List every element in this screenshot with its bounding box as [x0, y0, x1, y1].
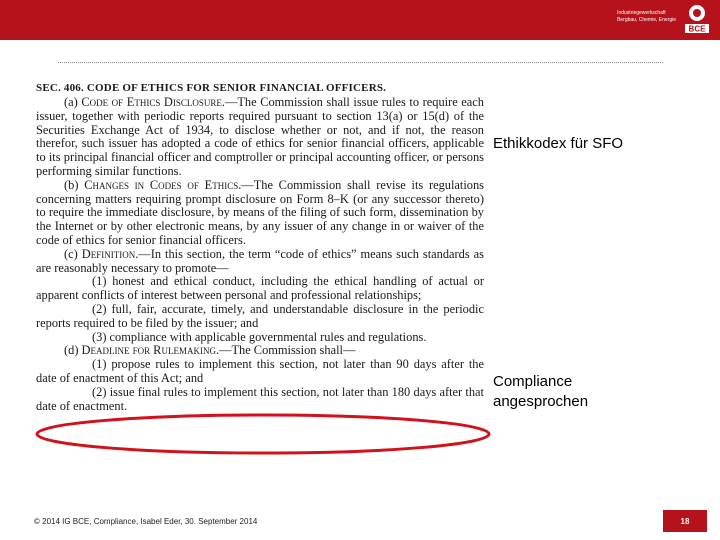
footer-text: © 2014 IG BCE, Compliance, Isabel Eder, 30. September 2014 — [34, 517, 258, 526]
paragraph-c2: (2) full, fair, accurate, timely, and understandable disclosure in the periodic reports required to be filed by the issuer; and — [36, 301, 484, 330]
d-prefix: (d) — [64, 343, 82, 358]
annotation-ethics-code: Ethikkodex für SFO — [493, 135, 624, 152]
paragraph-c3: (3) compliance with applicable governmental rules and regulations. — [92, 329, 427, 344]
d-heading: Deadline for Rulemaking — [81, 343, 216, 358]
logo-label: BCE — [688, 24, 706, 34]
c-text: .—In this section, the term “code of ethics” means such standards as are reasonably necessary to promote— — [36, 246, 484, 275]
ig-bce-logo — [682, 2, 712, 36]
law-excerpt — [36, 82, 484, 413]
section-title: SEC. 406. CODE OF ETHICS FOR SENIOR FINANCIAL OFFICERS. — [36, 82, 387, 94]
brand-line2: Bergbau, Chemie, Energie — [617, 17, 676, 23]
annotation-compliance: Compliance angesprochen — [493, 373, 589, 410]
d-text: .—The Commission shall— — [215, 343, 356, 358]
a-heading: Code of Ethics Disclosure — [81, 95, 222, 109]
a-text: .—The Commission shall issue rules to require each issuer, together with periodic reports required pursuant to section 13(a) or 15(d) of the Securities Exchange Act of 1934, to disclose whether or not, and if not, the reason therefor, such issuer has adopted a code of ethics for senior financial officers, applicable to its principal financial officer and comptroller or principal accounting officer, or persons performing similar functions. — [36, 95, 485, 178]
brand-line1: Industriegewerkschaft — [617, 10, 666, 16]
header-bar — [0, 0, 720, 40]
header-divider — [58, 62, 663, 63]
b-heading: Changes in Codes of Ethics — [84, 177, 239, 192]
page-number: 18 — [663, 510, 707, 532]
paragraph-c1: (1) honest and ethical conduct, including the ethical handling of actual or apparent conflicts of interest between personal and professional relationships; — [36, 274, 484, 303]
paragraph-d — [36, 344, 484, 358]
paragraph-b — [36, 179, 484, 248]
c-heading: Definition — [81, 246, 136, 261]
brand-text — [617, 10, 676, 24]
highlight-oval — [34, 412, 492, 456]
paragraph-c — [36, 248, 484, 276]
paragraph-a — [36, 96, 484, 179]
paragraph-d1: (1) propose rules to implement this section, not later than 90 days after the date of enactment of this Act; and — [36, 357, 484, 385]
b-text: .—The Commission shall revise its regulations concerning matters requiring prompt disclosure on Form 8–K (or any successor thereto) to require the immediate disclosure, by means of the filing of such form, dissemination by the Internet or by other electronic means, by any issuer of any change in or waiver of the code of ethics for senior financial officers. — [36, 177, 484, 247]
paragraph-d2: (2) issue final rules to implement this section, not later than 180 days after that date of enactment. — [36, 384, 484, 413]
a-prefix: (a) — [64, 95, 82, 109]
b-prefix: (b) — [64, 177, 85, 192]
c-prefix: (c) — [64, 246, 82, 261]
